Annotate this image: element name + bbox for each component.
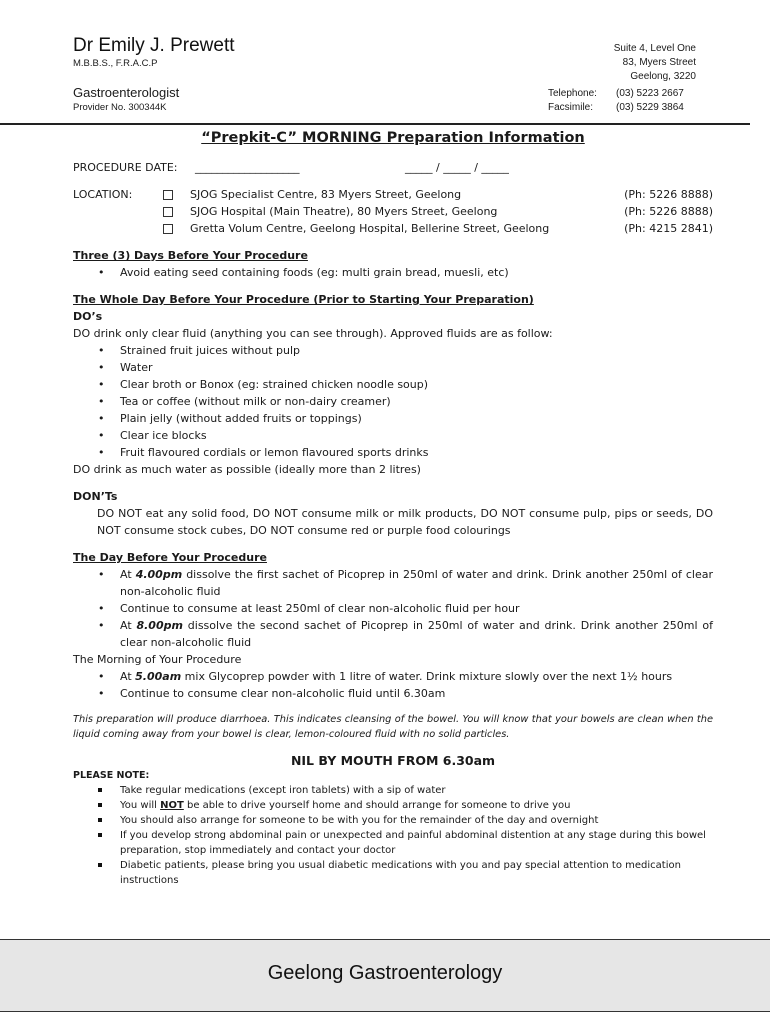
fax-number: (03) 5229 3864	[616, 102, 684, 113]
procedure-date-field[interactable]: _____ / _____ / _____	[405, 161, 509, 174]
procedure-date-blank[interactable]: ___________________	[195, 161, 300, 174]
morning-list	[73, 668, 713, 702]
telephone-label: Telephone:	[548, 88, 597, 99]
list-item: • Fruit flavoured cordials or lemon flavoured sports drinks	[73, 444, 713, 461]
address-block	[614, 42, 696, 84]
not-emphasis: NOT	[160, 800, 184, 811]
list-item: You should also arrange for someone to be with you for the remainder of the day and overnight	[73, 813, 713, 828]
address-line: 83, Myers Street	[622, 57, 696, 68]
footer-banner	[0, 939, 770, 1012]
telephone-number: (03) 5223 2667	[616, 88, 684, 99]
location-phone: (Ph: 4215 2841)	[624, 222, 713, 235]
dos-intro: DO drink only clear fluid (anything you can see through). Approved fluids are as follow:	[73, 327, 553, 340]
approved-fluids-list	[73, 342, 713, 461]
section-heading-whole-day: The Whole Day Before Your Procedure (Prior to Starting Your Preparation)	[73, 293, 534, 306]
procedure-date-label: PROCEDURE DATE:	[73, 161, 178, 174]
location-phone: (Ph: 5226 8888)	[624, 188, 713, 201]
location-option[interactable]	[163, 220, 713, 237]
section-heading-three-days: Three (3) Days Before Your Procedure	[73, 249, 308, 262]
list-item: • At 5.00am mix Glycoprep powder with 1 litre of water. Drink mixture slowly over the next 1½ hours	[73, 668, 713, 685]
time-8pm: 8.00pm	[136, 619, 183, 632]
list-item: • Clear ice blocks	[73, 427, 713, 444]
checkbox[interactable]	[163, 190, 173, 200]
address-line: Geelong, 3220	[630, 71, 696, 82]
list-item: • Continue to consume clear non-alcoholic fluid until 6.30am	[73, 685, 713, 702]
contact-block	[548, 87, 684, 115]
time-4pm: 4.00pm	[135, 568, 183, 581]
qualifications: M.B.B.S., F.R.A.C.P	[73, 58, 158, 69]
time-5am: 5.00am	[135, 670, 182, 683]
list-item: Diabetic patients, please bring you usual diabetic medications with you and pay special attention to medication instructions	[73, 858, 713, 888]
list-item: • Tea or coffee (without milk or non-dairy creamer)	[73, 393, 713, 410]
please-note-heading: PLEASE NOTE:	[73, 770, 150, 781]
provider-number: Provider No. 300344K	[73, 102, 167, 113]
list-item: • At 8.00pm dissolve the second sachet of Picoprep in 250ml of water and drink. Drink another 250ml of clear non-alcoholic fluid	[73, 617, 713, 651]
specialty: Gastroenterologist	[73, 85, 180, 100]
list-item: • At 4.00pm dissolve the first sachet of Picoprep in 250ml of water and drink. Drink another 250ml of clear non-alcoholic fluid	[73, 566, 713, 600]
three-days-list	[73, 264, 713, 281]
location-list	[163, 186, 713, 237]
location-option[interactable]	[163, 186, 713, 203]
address-line: Suite 4, Level One	[613, 43, 696, 54]
footer-practice-name: Geelong Gastroenterology	[267, 962, 503, 984]
list-item: If you develop strong abdominal pain or unexpected and painful abdominal distention at any stage during this bowel preparation, stop immediately and contact your doctor	[73, 828, 713, 858]
list-item: • Clear broth or Bonox (eg: strained chicken noodle soup)	[73, 376, 713, 393]
dos-outro: DO drink as much water as possible (ideally more than 2 litres)	[73, 463, 421, 476]
list-item: • Strained fruit juices without pulp	[73, 342, 713, 359]
location-row	[73, 186, 713, 237]
location-label: LOCATION:	[73, 188, 133, 201]
diarrhoea-note: This preparation will produce diarrhoea. This indicates cleansing of the bowel. You will know that your bowels are clean when the liquid coming away from your bowel is clear, lemon-coloured fluid with no solid particles.	[73, 714, 713, 740]
day-before-list	[73, 566, 713, 651]
list-item: You will NOT be able to drive yourself home and should arrange for someone to drive you	[73, 798, 713, 813]
list-item: • Plain jelly (without added fruits or toppings)	[73, 410, 713, 427]
checkbox[interactable]	[163, 207, 173, 217]
procedure-date-row	[73, 159, 713, 176]
location-option[interactable]	[163, 203, 713, 220]
please-note-list	[73, 783, 713, 888]
location-phone: (Ph: 5226 8888)	[624, 205, 713, 218]
dos-heading: DO’s	[73, 310, 103, 323]
donts-heading: DON’Ts	[73, 490, 118, 503]
location-name: Gretta Volum Centre, Geelong Hospital, Bellerine Street, Geelong	[190, 222, 550, 235]
section-heading-day-before: The Day Before Your Procedure	[73, 551, 267, 564]
doctor-name: Dr Emily J. Prewett	[73, 35, 235, 56]
document-body	[73, 128, 713, 888]
page-title: “Prepkit-C” MORNING Preparation Information	[201, 130, 585, 146]
donts-text: DO NOT eat any solid food, DO NOT consume milk or milk products, DO NOT consume pulp, pips or seeds, DO NOT consume stock cubes, DO NOT consume red or purple food colourings	[97, 507, 713, 537]
nil-by-mouth: NIL BY MOUTH FROM 6.30am	[290, 753, 496, 768]
list-item: • Water	[73, 359, 713, 376]
header-divider	[0, 123, 750, 125]
list-item: • Continue to consume at least 250ml of clear non-alcoholic fluid per hour	[73, 600, 713, 617]
location-name: SJOG Hospital (Main Theatre), 80 Myers Street, Geelong	[190, 205, 498, 218]
letterhead	[0, 0, 770, 124]
morning-heading: The Morning of Your Procedure	[73, 653, 242, 666]
fax-label: Facsimile:	[548, 102, 594, 113]
location-name: SJOG Specialist Centre, 83 Myers Street, Geelong	[190, 188, 462, 201]
checkbox[interactable]	[163, 224, 173, 234]
list-item: • Avoid eating seed containing foods (eg: multi grain bread, muesli, etc)	[73, 264, 713, 281]
list-item: Take regular medications (except iron tablets) with a sip of water	[73, 783, 713, 798]
